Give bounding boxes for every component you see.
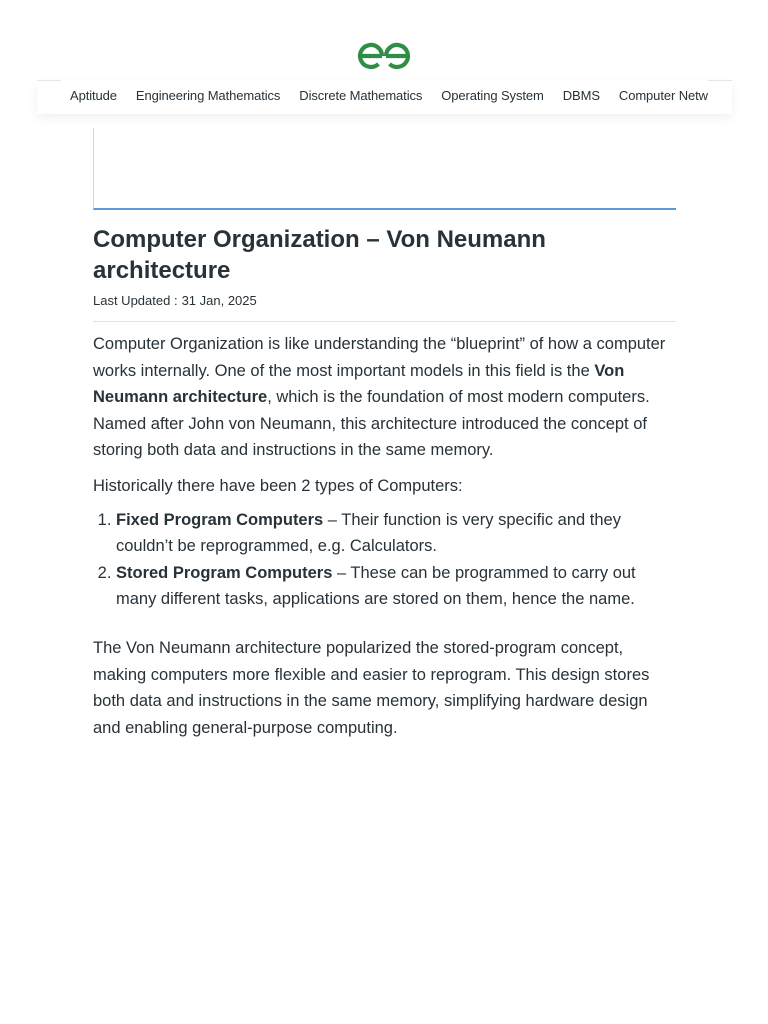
last-updated (93, 293, 676, 308)
intro-text-2: , which is the foundation of most modern computers. Named after John von Neumann, this architecture introduced the concept of storing both data and instructions in the same memory. (93, 388, 650, 460)
list-item (116, 560, 676, 613)
list-item-term: Fixed Program Computers (116, 510, 324, 529)
intro-bold-term: Von Neumann architecture (93, 361, 625, 407)
list-item-desc: – These can be programmed to carry out many different tasks, applications are stored on them, hence the name. (116, 563, 636, 609)
top-navigation (37, 80, 732, 114)
article (93, 224, 676, 741)
page-title: Computer Organization – Von Neumann architecture (93, 226, 546, 284)
ad-placeholder (93, 128, 676, 210)
title-divider (93, 321, 676, 322)
list-item (116, 507, 676, 560)
last-updated-label: Last Updated : (93, 293, 178, 308)
nav-item-dbms[interactable]: DBMS (562, 87, 600, 103)
geeksforgeeks-logo-icon[interactable] (355, 40, 413, 72)
closing-paragraph: The Von Neumann architecture popularized the stored-program concept, making computers more flexible and easier to reprogram. This design stores both data and instructions in the same memory, simplifying hardware design and enabling general-purpose computing. (93, 638, 650, 737)
nav-item-aptitude[interactable]: Aptitude (70, 87, 117, 103)
intro-paragraph (93, 331, 676, 464)
list-item-term: Stored Program Computers (116, 563, 333, 582)
types-intro-paragraph: Historically there have been 2 types of Computers: (93, 476, 463, 495)
nav-items (70, 80, 727, 110)
last-updated-date: 31 Jan, 2025 (181, 293, 257, 308)
computer-types-list (93, 507, 676, 613)
nav-item-discrete-mathematics[interactable]: Discrete Mathematics (299, 87, 423, 103)
nav-item-engineering-mathematics[interactable]: Engineering Mathematics (135, 87, 281, 103)
nav-divider-left (37, 80, 61, 81)
site-header (0, 40, 768, 74)
list-item-desc: – Their function is very specific and they couldn’t be reprogrammed, e.g. Calculators. (116, 510, 621, 556)
intro-text-1: Computer Organization is like understanding the “blueprint” of how a computer works internally. One of the most important models in this field is the (93, 335, 666, 380)
nav-item-operating-system[interactable]: Operating System (441, 87, 544, 103)
nav-item-computer-networks[interactable]: Computer Netw (618, 87, 708, 103)
